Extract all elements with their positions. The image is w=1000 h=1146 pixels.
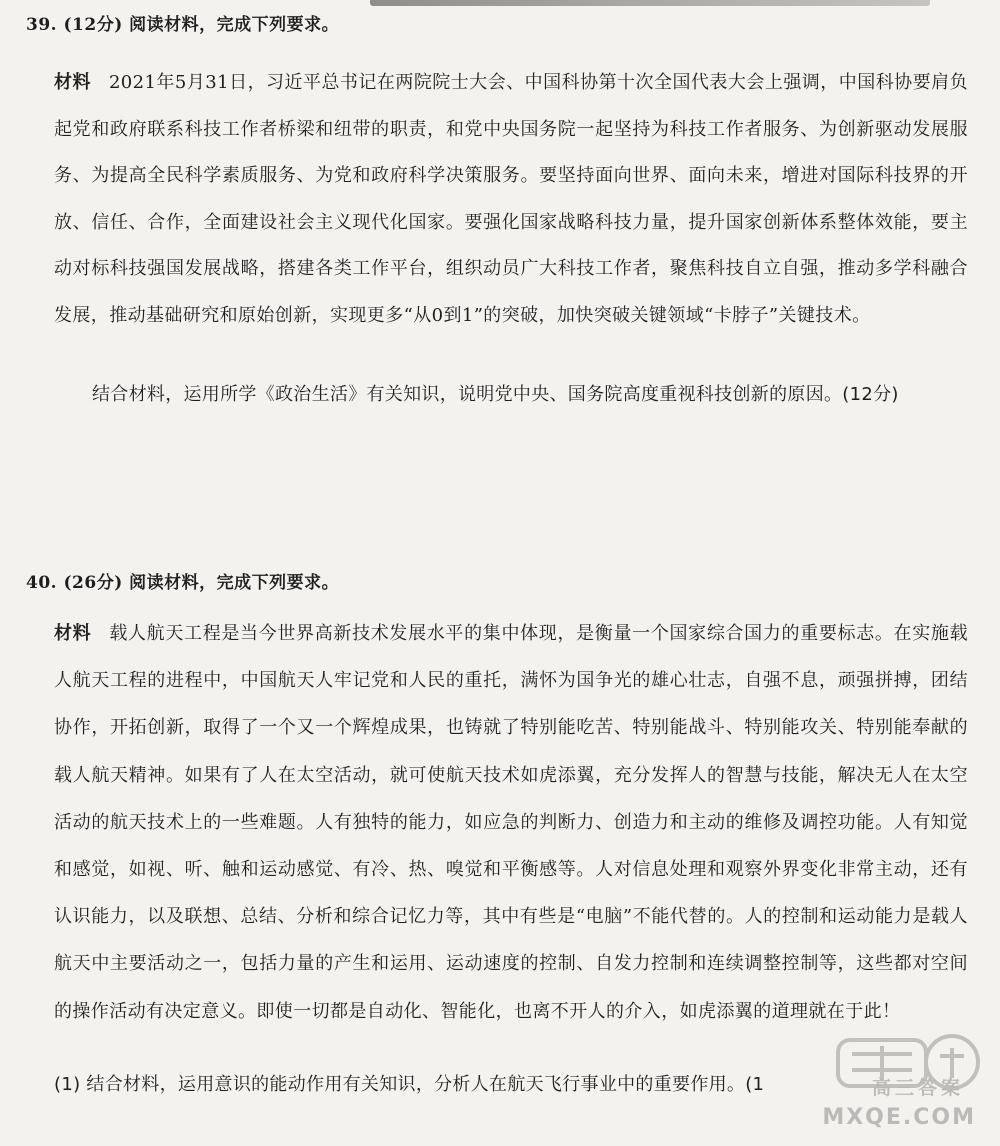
q40-subquestion-1: (1) 结合材料，运用意识的能动作用有关知识，分析人在航天飞行事业中的重要作用。(1 bbox=[54, 1074, 765, 1095]
q40-material-text: 载人航天工程是当今世界高新技术发展水平的集中体现，是衡量一个国家综合国力的重要标志。在实施载人航天工程的进程中，中国航天人牢记党和人民的重托，满怀为国争光的雄心壮志，自强不息，顽强拼搏，团结协作，开拓创新，取得了一个又一个辉煌成果，也铸就了特别能吃苦、特别能战斗、特别能攻关、特别能奉献的载人航天精神。如果有了人在太空活动，就可使航天技术如虎添翼，充分发挥人的智慧与技能，解决无人在太空活动的航天技术上的一些难题。人有独特的能力，如应急的判断力、创造力和主动的维修及调控功能。人有知觉和感觉，如视、听、触和运动感觉、有冷、热、嗅觉和平衡感等。人对信息处理和观察外界变化非常主动，还有认识能力，以及联想、总结、分析和综合记忆力等，其中有些是“电脑”不能代替的。人的控制和运动能力是载人航天中主要活动之一，包括力量的产生和运用、运动速度的控制、自发力控制和连续调整控制等，这些都对空间的操作活动有决定意义。即使一切都是自动化、智能化，也离不开人的介入，如虎添翼的道理就在于此！ bbox=[54, 623, 968, 1022]
watermark-logo bbox=[802, 1030, 992, 1140]
q39-prompt: 结合材料，运用所学《政治生活》有关知识，说明党中央、国务院高度重视科技创新的原因。(12分) bbox=[92, 384, 899, 405]
q39-header: 39. (12分) 阅读材料，完成下列要求。 bbox=[26, 15, 340, 35]
q39-material-label: 材料 bbox=[54, 72, 91, 93]
watermark-name: 高三答案 bbox=[871, 1077, 964, 1099]
q39-material bbox=[54, 60, 968, 339]
q40-header: 40. (26分) 阅读材料，完成下列要求。 bbox=[26, 573, 340, 593]
q40-material bbox=[54, 610, 968, 1035]
q39-material-text: 2021年5月31日，习近平总书记在两院院士大会、中国科协第十次全国代表大会上强调，中国科协要肩负起党和政府联系科技工作者桥梁和纽带的职责，和党中央国务院一起坚持为科技工作者服务、为创新驱动发展服务、为提高全民科学素质服务、为党和政府科学决策服务。要坚持面向世界、面向未来，增进对国际科技界的开放、信任、合作，全面建设社会主义现代化国家。要强化国家战略科技力量，提升国家创新体系整体效能，要主动对标科技强国发展战略，搭建各类工作平台，组织动员广大科技工作者，聚焦科技自立自强，推动多学科融合发展，推动基础研究和原始创新，实现更多“从0到1”的突破，加快突破关键领域“卡脖子”关键技术。 bbox=[54, 72, 968, 326]
q40-material-label: 材料 bbox=[54, 623, 92, 644]
cropped-top-text bbox=[370, 0, 930, 6]
watermark-url: MXQE.COM bbox=[822, 1105, 976, 1130]
